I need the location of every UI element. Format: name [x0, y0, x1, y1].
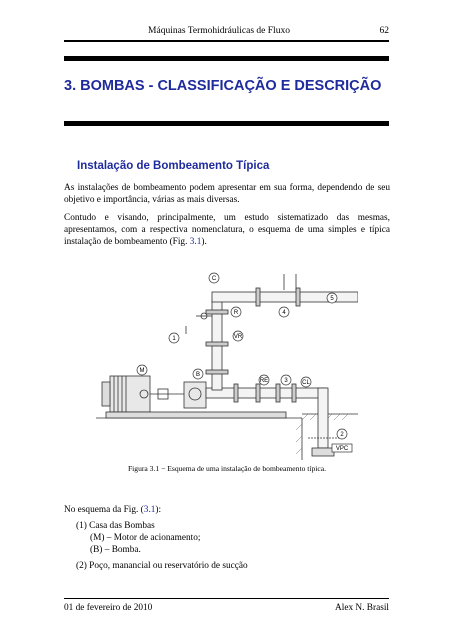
label-2: 2 — [340, 432, 344, 438]
component-list — [76, 520, 248, 572]
label-1: 1 — [172, 336, 176, 342]
paragraph-2-text: Contudo e visando, principalmente, um estudo sistematizado das mesmas, apresentamos, com a respectiva nomenclatura, o esquema de uma simples e típica instalação de bombeamento (Fig. — [64, 213, 390, 247]
footer-author: Alex N. Brasil — [335, 603, 389, 613]
label-m: M — [139, 368, 145, 374]
header-title: Máquinas Termohidráulicas de Fluxo — [148, 26, 290, 36]
paragraph-2 — [64, 212, 390, 248]
label-4: 4 — [282, 310, 286, 316]
footer-rule — [64, 598, 389, 599]
paragraph-1: As instalações de bombeamento podem apresentar em sua forma, dependendo de seu objetivo e importância, várias as mais diversas. — [64, 183, 390, 205]
list-figure-link[interactable]: 3.1 — [143, 505, 156, 515]
list-item: (2) Poço, manancial ou reservatório de sucção — [76, 561, 248, 571]
label-3: 3 — [284, 378, 288, 384]
figure-caption: Figura 3.1 − Esquema de uma instalação de bombeamento típica. — [127, 464, 327, 473]
section-title: Instalação de Bombeamento Típica — [77, 160, 270, 172]
pumping-installation-diagram — [96, 270, 358, 460]
chapter-rule-bottom — [64, 121, 389, 126]
list-intro-end: ): — [155, 505, 162, 515]
chapter-title: 3. BOMBAS - CLASSIFICAÇÃO E DESCRIÇÃO — [64, 78, 382, 94]
label-vr: VR — [233, 334, 243, 340]
label-vpc: VPC — [335, 446, 349, 452]
chapter-rule-top — [64, 56, 389, 61]
label-b: B — [195, 372, 201, 378]
label-r: R — [233, 310, 239, 316]
figure-link[interactable]: 3.1 — [189, 237, 202, 247]
list-intro-text: No esquema da Fig. ( — [64, 505, 144, 515]
list-subitem: (M) – Motor de acionamento; — [90, 533, 201, 543]
paragraph-2-end: ). — [201, 237, 207, 247]
page-number: 62 — [379, 26, 389, 36]
list-intro — [64, 505, 161, 515]
label-re: RE — [259, 378, 269, 384]
header-rule — [64, 40, 389, 42]
label-cl: CL — [302, 380, 310, 386]
footer-date: 01 de fevereiro de 2010 — [64, 603, 153, 613]
label-c: C — [211, 276, 217, 282]
list-item: (1) Casa das Bombas — [76, 521, 155, 531]
label-5: 5 — [330, 296, 334, 302]
list-subitem: (B) – Bomba. — [90, 545, 141, 555]
